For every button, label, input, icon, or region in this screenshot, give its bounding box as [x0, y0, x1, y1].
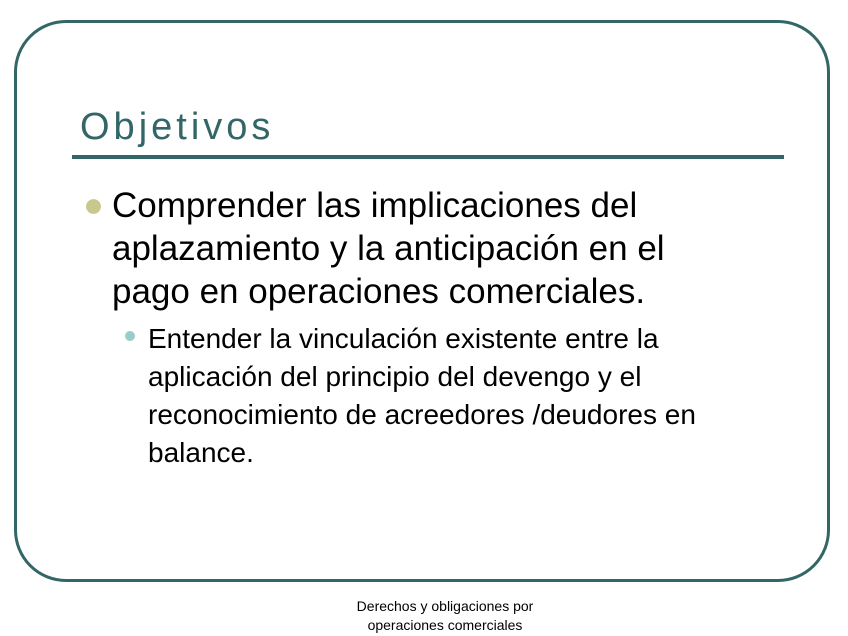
title-underline	[72, 155, 784, 159]
bullet-dot-icon	[86, 199, 101, 214]
sub-bullet-text: Entender la vinculación existente entre la aplicación del principio del devengo y el reconocimiento de acreedores /deudores en balance.	[148, 323, 696, 468]
sub-bullet-dot-icon	[125, 331, 135, 341]
slide-title: Objetivos	[80, 106, 275, 148]
slide-footer: Derechos y obligaciones por operaciones comerciales	[356, 598, 534, 633]
bullet-text: Comprender las implicaciones del aplazamiento y la anticipación en el pago en operaciones comerciales.	[112, 186, 665, 311]
